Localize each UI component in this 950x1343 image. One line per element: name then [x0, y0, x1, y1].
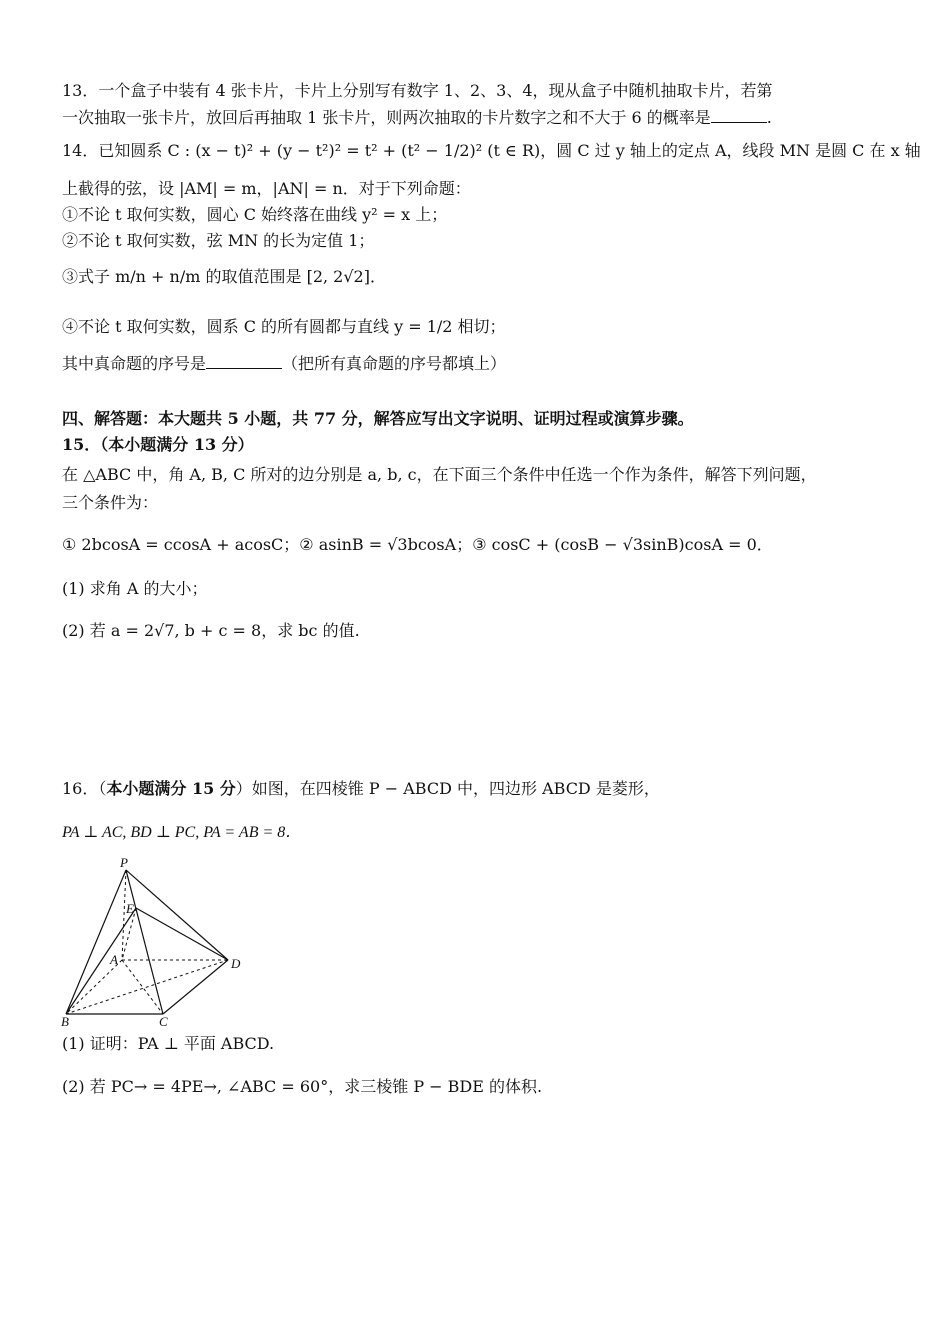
- q14-line1: 14．已知圆系 C : (x − t)² + (y − t²)² = t² + (t² − 1/2)² (t ∈ R)，圆 C 过 y 轴上的定点 A，线段 MN 是圆 C 在 x 轴: [62, 141, 921, 160]
- q14-answer-line: [62, 352, 506, 375]
- q14-answer-prefix: 其中真命题的序号是: [62, 354, 207, 373]
- q15-part-2: (2) 若 a = 2√7, b + c = 8，求 bc 的值.: [62, 621, 360, 640]
- q13-line1: 13．一个盒子中装有 4 张卡片，卡片上分别写有数字 1、2、3、4，现从盒子中随机抽取卡片，若第: [62, 81, 773, 100]
- label-D: D: [231, 956, 241, 971]
- section-4-heading: 四、解答题：本大题共 5 小题，共 77 分，解答应写出文字说明、证明过程或演算步骤。: [62, 409, 694, 428]
- edge-ED: [136, 908, 228, 960]
- q14-option-2: ②不论 t 取何实数，弦 MN 的长为定值 1；: [62, 231, 375, 250]
- pyramid-figure: [60, 858, 260, 1028]
- q16-title-num: 16．（: [62, 779, 107, 798]
- label-B: B: [61, 1014, 69, 1028]
- q13-answer-blank: [711, 106, 767, 123]
- edge-PB: [66, 870, 126, 1014]
- q14-line2: 上截得的弦，设 |AM| = m，|AN| = n．对于下列命题：: [62, 179, 471, 198]
- q13-line2-end: .: [766, 108, 772, 127]
- q16-title-rest: ）如图，在四棱锥 P − ABCD 中，四边形 ABCD 是菱形，: [235, 779, 660, 798]
- label-P: P: [120, 858, 128, 870]
- q14-answer-suffix: （把所有真命题的序号都填上）: [282, 354, 507, 373]
- q13-line2: [62, 106, 772, 129]
- q15-conditions: ① 2bcosA = ccosA + acosC；② asinB = √3bcosA；③ cosC + (cosB − √3sinB)cosA = 0．: [62, 535, 773, 554]
- edge-AB: [66, 960, 122, 1014]
- q15-line1: 在 △ABC 中，角 A, B, C 所对的边分别是 a, b, c，在下面三个条件中任选一个作为条件，解答下列问题，: [62, 465, 817, 484]
- label-C: C: [159, 1014, 168, 1028]
- q14-option-3: ③式子 m/n + n/m 的取值范围是 [2, 2√2]．: [62, 267, 386, 286]
- q15-part-1: (1) 求角 A 的大小；: [62, 579, 208, 598]
- q14-option-4: ④不论 t 取何实数，圆系 C 的所有圆都与直线 y = 1/2 相切；: [62, 317, 506, 336]
- q16-title: [62, 778, 660, 800]
- label-E: E: [126, 901, 134, 916]
- q14-option-1: ①不论 t 取何实数，圆心 C 始终落在曲线 y² = x 上；: [62, 205, 448, 224]
- q16-part-1: (1) 证明：PA ⊥ 平面 ABCD.: [62, 1034, 275, 1053]
- edge-PC: [126, 870, 163, 1014]
- edge-CD: [163, 960, 228, 1014]
- q16-line2: PA ⊥ AC, BD ⊥ PC, PA = AB = 8．: [62, 824, 302, 841]
- q13-line2-text: 一次抽取一张卡片，放回后再抽取 1 张卡片，则两次抽取的卡片数字之和不大于 6 的概率是: [62, 108, 711, 127]
- edge-PD: [126, 870, 228, 960]
- edge-AC: [122, 960, 163, 1014]
- edge-BD: [66, 960, 228, 1014]
- q16-part-2: (2) 若 PC→ = 4PE→, ∠ABC = 60°，求三棱锥 P − BDE 的体积.: [62, 1077, 543, 1096]
- q14-answer-blank: [206, 352, 282, 369]
- edge-EB: [66, 908, 136, 1014]
- label-A: A: [110, 952, 118, 967]
- q15-line2: 三个条件为：: [62, 493, 159, 512]
- q15-title: 15．（本小题满分 13 分）: [62, 435, 254, 454]
- q16-title-bold: 本小题满分 15 分: [106, 779, 236, 798]
